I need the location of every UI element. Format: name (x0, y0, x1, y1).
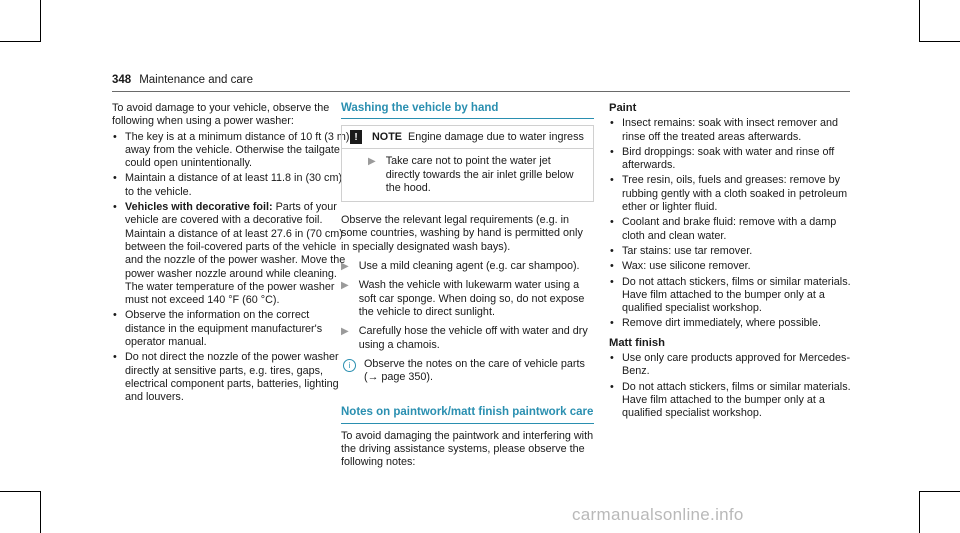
step-item: ▶ Wash the vehicle with lukewarm water using a soft car sponge. When doing so, do not expose the vehicle to direct sunlight. (341, 279, 585, 318)
crop-mark (0, 41, 41, 42)
list-item: • Vehicles with decorative foil: Parts of your vehicle are covered with a decorative foil. Maintain a distance of at least 27.6 in (70 cm) between the foil-covered parts of the vehicle and the nozzle of the power washer. Move the power washer nozzle around while cleaning. The water temperature of the power washer must not exceed 140 °F (60 °C). (112, 201, 352, 307)
list-item: • Remove dirt immediately, where possible. (609, 317, 859, 330)
list-item: • Use only care products approved for Mercedes-Benz. (609, 352, 859, 379)
intro-text: To avoid damage to your vehicle, observe the following when using a power washer: (112, 102, 330, 128)
header-rule (112, 91, 850, 92)
note-body (342, 149, 593, 201)
list-item: • Do not direct the nozzle of the power washer directly at sensitive parts, e.g. tires, gaps, electrical component parts, batteries, lighting and louvers. (112, 351, 352, 404)
list-item: • Maintain a distance of at least 11.8 in (30 cm) to the vehicle. (112, 172, 352, 199)
page-header (112, 74, 253, 86)
list-item-bold-label: Vehicles with decorative foil: (125, 201, 273, 214)
crop-mark (919, 0, 920, 42)
list-item: • Do not attach stickers, films or similar materials. Have film attached to the bumper only at a qualified specialist workshop. (609, 276, 859, 316)
column-2 (341, 102, 594, 470)
observe-text: Observe the relevant legal requirements (e.g. in some countries, washing by hand is permitted only in specially designated wash bays). (341, 214, 583, 253)
list-item: • Observe the information on the correct distance in the equipment manufacturer's operator manual. (112, 309, 352, 349)
paint-heading: Paint (609, 102, 637, 114)
crop-mark (919, 491, 960, 492)
crop-mark (919, 491, 920, 533)
section-rule (341, 423, 594, 424)
list-item: • Tree resin, oils, fuels and greases: remove by rubbing gently with a cloth soaked in petroleum ether or lighter fluid. (609, 174, 859, 214)
list-item: • Coolant and brake fluid: remove with a damp cloth and clean water. (609, 216, 859, 243)
crop-mark (40, 491, 41, 533)
note-step: Take care not to point the water jet directly towards the air inlet grille below the hood. (385, 155, 574, 194)
column-3 (609, 102, 859, 423)
paint-intro-text: To avoid damaging the paintwork and interfering with the driving assistance systems, please observe the following notes: (341, 429, 594, 469)
info-icon: i (343, 359, 356, 372)
note-heading: Engine damage due to water ingress (408, 130, 584, 143)
crop-mark (40, 0, 41, 42)
crop-mark (919, 41, 960, 42)
step-arrow-icon: ▶ (341, 261, 349, 273)
list-item: • Insect remains: soak with insect remover and rinse off the treated areas afterwards. (609, 117, 859, 144)
section-title-washing: Washing the vehicle by hand (341, 102, 499, 114)
info-text: Observe the notes on the care of vehicle parts (→ page 350). (364, 357, 585, 384)
paint-list (609, 117, 859, 330)
section-title-paint-care: Notes on paintwork/matt finish paintwork care (341, 406, 594, 419)
power-washer-list (112, 131, 352, 405)
list-item: • Wax: use silicone remover. (609, 260, 859, 273)
page-number: 348 (112, 74, 132, 86)
note-header (342, 126, 593, 149)
warning-exclamation-icon: ! (350, 130, 362, 144)
list-item: • Tar stains: use tar remover. (609, 245, 859, 258)
crop-mark (0, 491, 41, 492)
info-note (343, 358, 594, 385)
section-name: Maintenance and care (139, 74, 253, 86)
note-box (341, 125, 594, 202)
section-rule (341, 118, 594, 119)
step-arrow-icon: ▶ (368, 156, 376, 168)
list-item: • Do not attach stickers, films or similar materials. Have film attached to the bumper only at a qualified specialist workshop. (609, 381, 859, 421)
list-item: • The key is at a minimum distance of 10 ft (3 m) away from the vehicle. Otherwise the tailgate could open unintentionally. (112, 131, 352, 171)
step-item: ▶ Carefully hose the vehicle off with water and dry using a chamois. (341, 325, 588, 351)
step-arrow-icon: ▶ (341, 326, 349, 338)
step-arrow-icon: ▶ (341, 280, 349, 292)
step-item: ▶ Use a mild cleaning agent (e.g. car shampoo). (341, 260, 580, 273)
matt-finish-list (609, 352, 859, 420)
matt-finish-heading: Matt finish (609, 336, 665, 349)
list-item: • Bird droppings: soak with water and rinse off afterwards. (609, 146, 859, 173)
watermark: carmanualsonline.info (572, 505, 744, 524)
column-1 (112, 102, 352, 407)
note-label: NOTE (372, 130, 402, 143)
